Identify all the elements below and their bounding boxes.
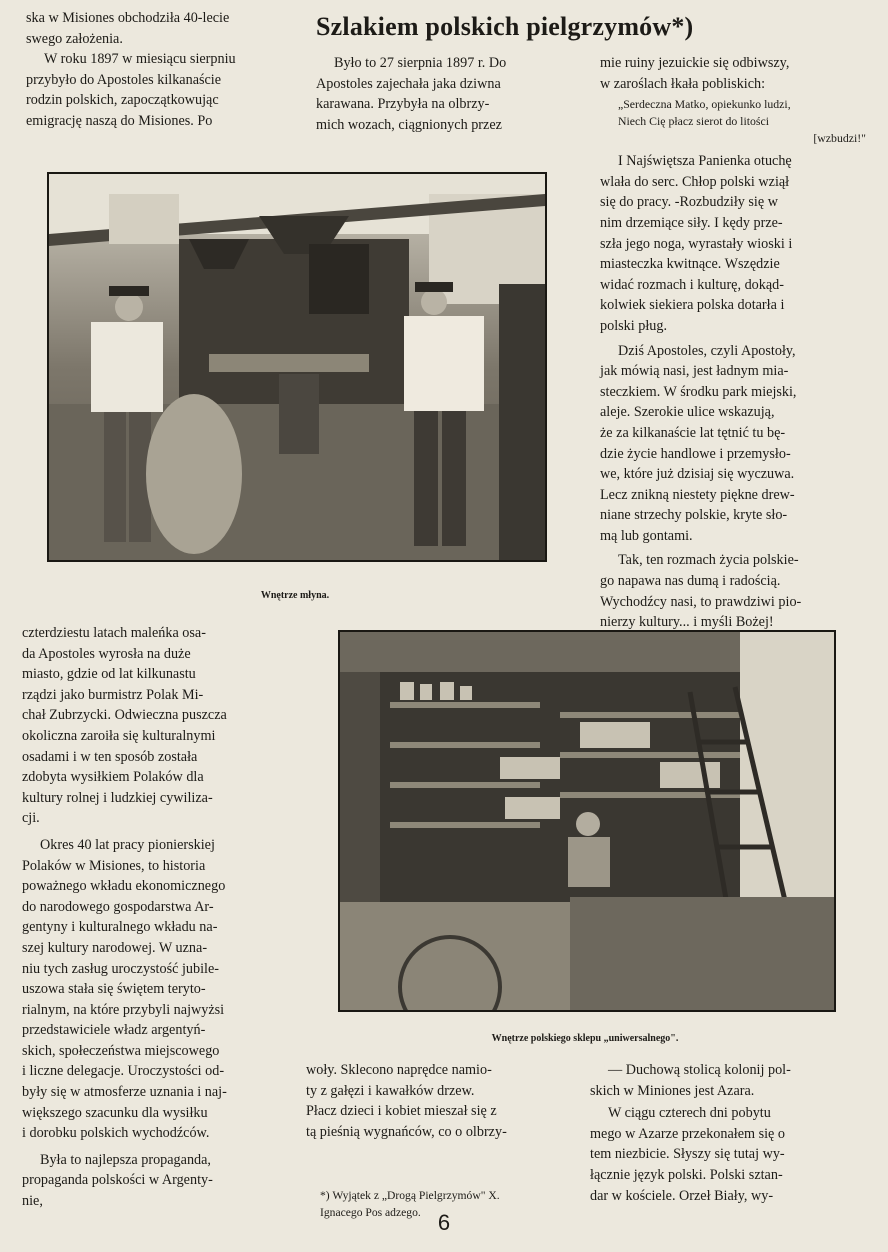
column3-text <box>600 53 866 633</box>
poem-line: Niech Cię płacz sierot do litości <box>618 114 770 129</box>
mill-interior-photo <box>47 172 547 562</box>
article-title: Szlakiem polskich pielgrzymów*) <box>316 12 694 41</box>
column1-bottom-text <box>22 623 288 1212</box>
paragraph: Tak, ten rozmach życia polskie- go napawa nas dumą i radością. Wychodźcy nasi, to prawdziwi pio- nierzy kultury... i myśli Bożej! <box>600 552 802 631</box>
footnote-text: *) Wyjątek z „Drogą Pielgrzymów" X. Ignacego Pos adzego. <box>320 1189 500 1219</box>
paragraph: Okres 40 lat pracy pionierskiej Polaków w Misiones, to historia poważnego wkładu ekonomicznego do narodowego gospodarstwa Ar- gentyny i kulturalnego wkładu na- szej kultury narodowej. W uzna- niu tych zasług uroczystość jubile- uszowa stała się świętem teryto- rialnym, na które przybyli najwyżsi przedstawiciele władz argentyń- skich, społeczeństwa miejscowego i liczne delegacje. Uroczystości od- były się w atmosferze uznania i naj- większego szacunku dla wysiłku i dorobku polskich wychodźców. <box>22 836 227 1142</box>
paragraph: W roku 1897 w miesiącu sierpniu przybyło do Apostoles kilkanaście rodzin polskich, zapoczątkowując emigrację naszą do Misiones. Po <box>26 51 236 129</box>
poem-line: [wzbudzi!" <box>813 131 866 146</box>
column2-top-text <box>316 53 582 135</box>
column1-top-text <box>26 8 288 132</box>
paragraph: — Duchową stolicą kolonij pol- skich w Miniones jest Azara. <box>590 1062 791 1099</box>
shop-photo-illustration <box>340 632 834 1010</box>
shop-interior-photo <box>338 630 836 1012</box>
poem-line: „Serdeczna Matko, opiekunko ludzi, <box>618 97 791 112</box>
paragraph: Była to najlepsza propaganda, propaganda polskości w Argenty- nie, <box>22 1151 213 1210</box>
mill-photo-illustration <box>49 174 545 560</box>
poem-quote <box>600 96 866 147</box>
paragraph: Dziś Apostoles, czyli Apostoły, jak mówią nasi, jest ładnym mia- steczkiem. W środku park miejski, aleje. Szerokie ulice wskazują, że za kilkanaście lat tętnić tu bę- dzie życie handlowe i przemysło- we, które już dzisiaj się wyczuwa. Lecz znikną niestety piękne drew- niane strzechy polskie, kryte sło- mą lub gontami. <box>600 342 797 544</box>
column2-bottom-text <box>306 1060 572 1142</box>
paragraph: czterdziestu latach maleńka osa- da Apostoles wyrosła na duże miasto, gdzie od lat kilkunastu rządzi jako burmistrz Polak Mi- chał Zubrzycki. Odwieczna puszcza okoliczna zaroiła się kulturalnymi osadami i w ten sposób została zdobyta wysiłkiem Polaków dla kultury rolnej i ludzkiej cywiliza- cji. <box>22 625 227 827</box>
paragraph: I Najświętsza Panienka otuchę wlała do serc. Chłop polski wziął się do pracy. -Rozbudziły się w nim drzemiące siły. I kędy prze- szła jego noga, wyrastały wioski i miasteczka kwitnące. Wszędzie widać rozmach i kulturę, dokąd- kolwiek siekiera polska dotarła i polski pług. <box>600 153 793 334</box>
shop-photo-caption: Wnętrze polskiego sklepu „uniwersalnego". <box>491 1033 679 1044</box>
mill-photo-caption: Wnętrze młyna. <box>260 590 330 601</box>
paragraph: mie ruiny jezuickie się odbiwszy, w zaroślach łkała pobliskich: <box>600 55 790 92</box>
paragraph: W ciągu czterech dni pobytu mego w Azarze przekonałem się o tem niezbicie. Słyszy się tutaj wy- łącznie język polski. Polski sztan- dar w kościele. Orzeł Biały, wy- <box>590 1105 785 1204</box>
column3-bottom-text <box>590 1060 856 1206</box>
page-number: 6 <box>437 1210 451 1235</box>
paragraph: Było to 27 sierpnia 1897 r. Do Apostoles zajechała jaka dziwna karawana. Przybyła na olbrzy- mich wozach, ciągnionych przez <box>316 55 507 133</box>
paragraph: woły. Sklecono naprędce namio- ty z gałęzi i kawałków drzew. Płacz dzieci i kobiet mieszał się z tą pieśnią wygnańców, co o olbrzy- <box>306 1062 507 1140</box>
paragraph: ska w Misiones obchodziła 40-lecie swego założenia. <box>26 10 230 47</box>
